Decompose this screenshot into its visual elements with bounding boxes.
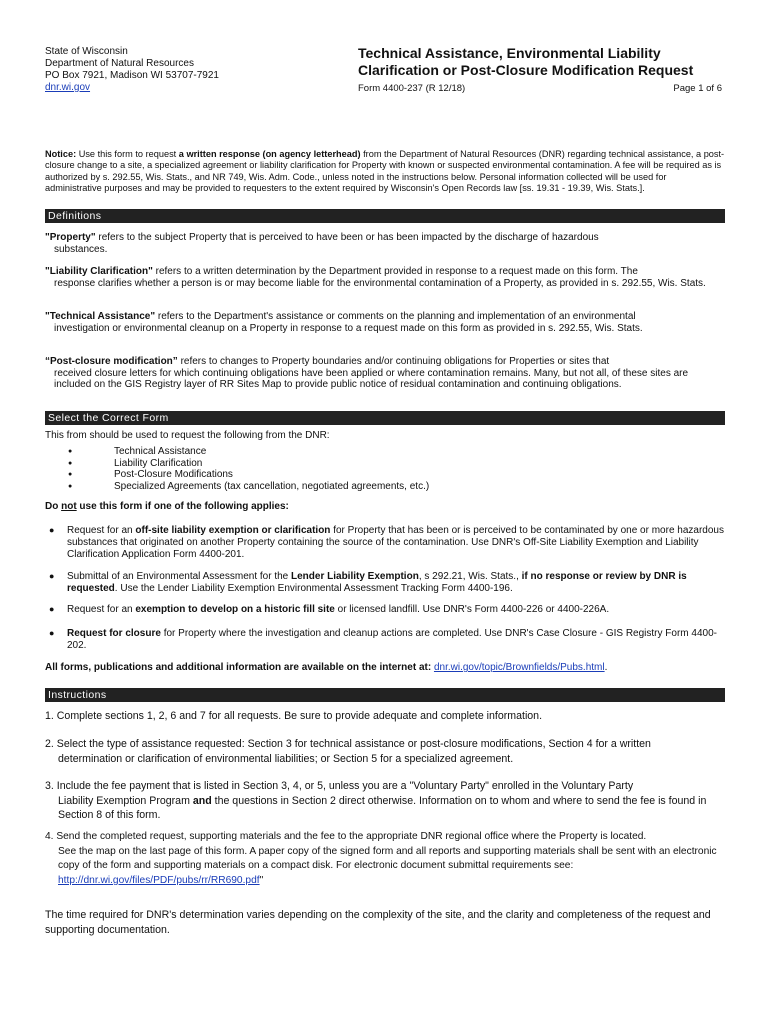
instruction-text <box>45 794 725 823</box>
text-bold: Request for closure <box>67 628 161 639</box>
text: See the map on the last page of this form. A paper copy of the signed form and all reports and supporting materials shall be sent with an electronic copy of the form and supporting materials on a compact disk. For electronic document submittal requirements see: <box>58 845 717 872</box>
definition-term: "Liability Clarification" <box>45 266 153 277</box>
definition-text: refers to the Department's assistance or comments on the planning and implementation of an environmental <box>155 311 636 322</box>
exclusion-closure <box>45 628 725 652</box>
text: , s 292.21, Wis. Stats., <box>418 571 522 582</box>
select-form-intro: This from should be used to request the following from the DNR: <box>45 430 330 441</box>
definition-text: received closure letters for which continuing obligations have been applied or where contamination remains. Many, but not all, of these sites are included on the GIS Registry layer of RR Sites Map to provide public notice of residual contamination and continuing obligations. <box>54 367 689 391</box>
heading-text: Do <box>45 501 62 512</box>
exclusion-historic-fill <box>45 604 725 616</box>
notice-text: from the Department of Natural Resources (DNR) regarding technical assistance, a post-closure change to a site, a specialized agreement or liability clarification for Property with known or suspected environmental contamination. A fee will be required as is authorized by s. 292.55, Wis. Stats., and NR 749, Wis. Adm. Code., unless noted in the instructions below. Personal information collected will be used for administrative purposes and may be provided to requesters to the extent required by Wisconsin's Open Records law [ss. 19.31 - 19.39, Wis. Stats.]. <box>45 149 725 194</box>
heading-text: use this form if one of the following applies: <box>76 501 289 512</box>
bullet-icon: ● <box>49 525 55 535</box>
instruction-text <box>45 845 725 889</box>
do-not-use-heading <box>45 501 725 513</box>
instruction-4 <box>45 830 725 888</box>
bullet-icon: ● <box>49 571 55 581</box>
definition-text: refers to the subject Property that is perceived to have been or has been impacted by the discharge of hazardous <box>95 232 599 243</box>
instruction-1 <box>45 709 725 724</box>
notice-emphasis: a written response (on agency letterhead) <box>178 149 361 159</box>
text: Request for an <box>67 604 136 615</box>
exclusion-lender <box>45 571 725 595</box>
list-item: ● Technical Assistance <box>68 446 429 458</box>
text: Submittal of an Environmental Assessment for the <box>67 571 291 582</box>
bullet-icon: ● <box>49 604 55 614</box>
definition-text: substances. <box>54 243 108 255</box>
bullet-icon: ● <box>49 628 55 638</box>
request-types-list <box>68 446 429 492</box>
notice-label: Notice: <box>45 149 77 159</box>
all-forms-text: All forms, publications and additional information are available on the internet at: <box>45 662 434 673</box>
text: for Property where the investigation and cleanup actions are completed. Use DNR's Case Closure - GIS Registry Form 4400-202. <box>67 628 717 651</box>
notice-text: Use this form to request <box>76 149 179 159</box>
definition-technical-assistance <box>45 311 725 334</box>
exclusion-text <box>67 571 725 595</box>
text: . <box>604 662 608 673</box>
form-number: Form 4400-237 (R 12/18) <box>358 83 466 94</box>
definition-term: “Post-closure modification” <box>45 356 178 367</box>
definition-text: response clarifies whether a person is or may become liable for the environmental contamination of a Property, as provided in s. 292.55, Wis. Stats. <box>54 277 706 289</box>
text-bold: and <box>192 794 212 807</box>
instruction-text: 4. Send the completed request, supporting materials and the fee to the appropriate DNR regional office where the Property is located. <box>45 831 647 842</box>
list-item: ● Specialized Agreements (tax cancellation, negotiated agreements, etc.) <box>68 481 429 493</box>
all-forms-line <box>45 662 725 674</box>
text-bold: if no response or review by DNR is requested <box>67 571 687 594</box>
instruction-text: determination or clarification of environmental liabilities; or Section 5 for a specialized agreement. <box>58 752 514 765</box>
instruction-text: 2. Select the type of assistance requested: Section 3 for technical assistance or post-closure modifications, Section 4 for a written <box>45 738 651 750</box>
agency-line: PO Box 7921, Madison WI 53707-7921 <box>45 70 219 81</box>
agency-website-link[interactable]: dnr.wi.gov <box>45 82 91 93</box>
agency-line: State of Wisconsin <box>45 46 128 57</box>
form-title <box>358 45 728 79</box>
definition-text: investigation or environmental cleanup on a Property in response to a request made on this form as provided in s. 292.55, Wis. Stats. <box>54 322 643 334</box>
rr690-link[interactable]: http://dnr.wi.gov/files/PDF/pubs/rr/RR690.pdf <box>58 874 260 886</box>
notice-paragraph <box>45 149 725 195</box>
section-header-definitions: Definitions <box>45 209 725 223</box>
text-bold: Lender Liability Exemption <box>291 571 419 582</box>
heading-underlined: not <box>61 501 77 512</box>
text: . Use the Lender Liability Exemption Environmental Assessment Tracking Form 4400-196. <box>114 582 513 594</box>
agency-block <box>45 46 219 94</box>
list-item: ● Liability Clarification <box>68 458 429 470</box>
definition-liability-clarification <box>45 266 725 289</box>
definition-text: refers to a written determination by the Department provided in response to a request made on this form. The <box>152 266 638 277</box>
instruction-text: 3. Include the fee payment that is listed in Section 3, 4, or 5, unless you are a "Voluntary Party" enrolled in the Voluntary Party <box>45 780 634 792</box>
text: Request for an <box>67 525 136 536</box>
definition-term: "Technical Assistance" <box>45 311 156 322</box>
title-line: Clarification or Post-Closure Modification Request <box>358 62 694 78</box>
section-header-instructions: Instructions <box>45 688 725 702</box>
text: " <box>259 874 264 886</box>
text: or licensed landfill. Use DNR's Form 4400-226 or 4400-226A. <box>334 604 610 615</box>
list-item: ● Post-Closure Modifications <box>68 469 429 481</box>
instruction-text: 1. Complete sections 1, 2, 6 and 7 for all requests. Be sure to provide adequate and complete information. <box>45 710 543 722</box>
instruction-3 <box>45 779 725 823</box>
text-bold: off-site liability exemption or clarification <box>135 525 331 536</box>
definition-text: refers to changes to Property boundaries and/or continuing obligations for Properties or sites that <box>177 356 610 367</box>
closing-paragraph: The time required for DNR's determination varies depending on the complexity of the site, and the clarity and completeness of the request and supporting documentation. <box>45 909 711 936</box>
exclusion-text <box>67 628 725 652</box>
section-header-select-form: Select the Correct Form <box>45 411 725 425</box>
agency-line: Department of Natural Resources <box>45 58 194 69</box>
definition-property <box>45 232 725 255</box>
exclusion-text <box>67 525 725 560</box>
publications-link[interactable]: dnr.wi.gov/topic/Brownfields/Pubs.html <box>433 662 605 673</box>
definition-post-closure <box>45 356 725 391</box>
instruction-2 <box>45 737 725 766</box>
text: Liability Exemption Program <box>58 794 193 807</box>
text: for Property that has been or is perceived to be contaminated by one or more hazardous substances that originated on another Property containing the source of the contamination. Use DNR's Off-Site Liability Exemption and Liability Clarification Application Form 4400-201. <box>67 525 724 560</box>
definition-term: "Property" <box>45 232 96 243</box>
text: the questions in Section 2 direct otherwise. Information on to whom and where to send the fee is found in Section 8 of this form. <box>58 794 707 822</box>
page-number: Page 1 of 6 <box>673 83 722 94</box>
exclusion-offsite <box>45 525 725 560</box>
title-line: Technical Assistance, Environmental Liability <box>358 45 661 61</box>
text-bold: exemption to develop on a historic fill site <box>135 604 335 615</box>
exclusion-text <box>67 604 725 616</box>
